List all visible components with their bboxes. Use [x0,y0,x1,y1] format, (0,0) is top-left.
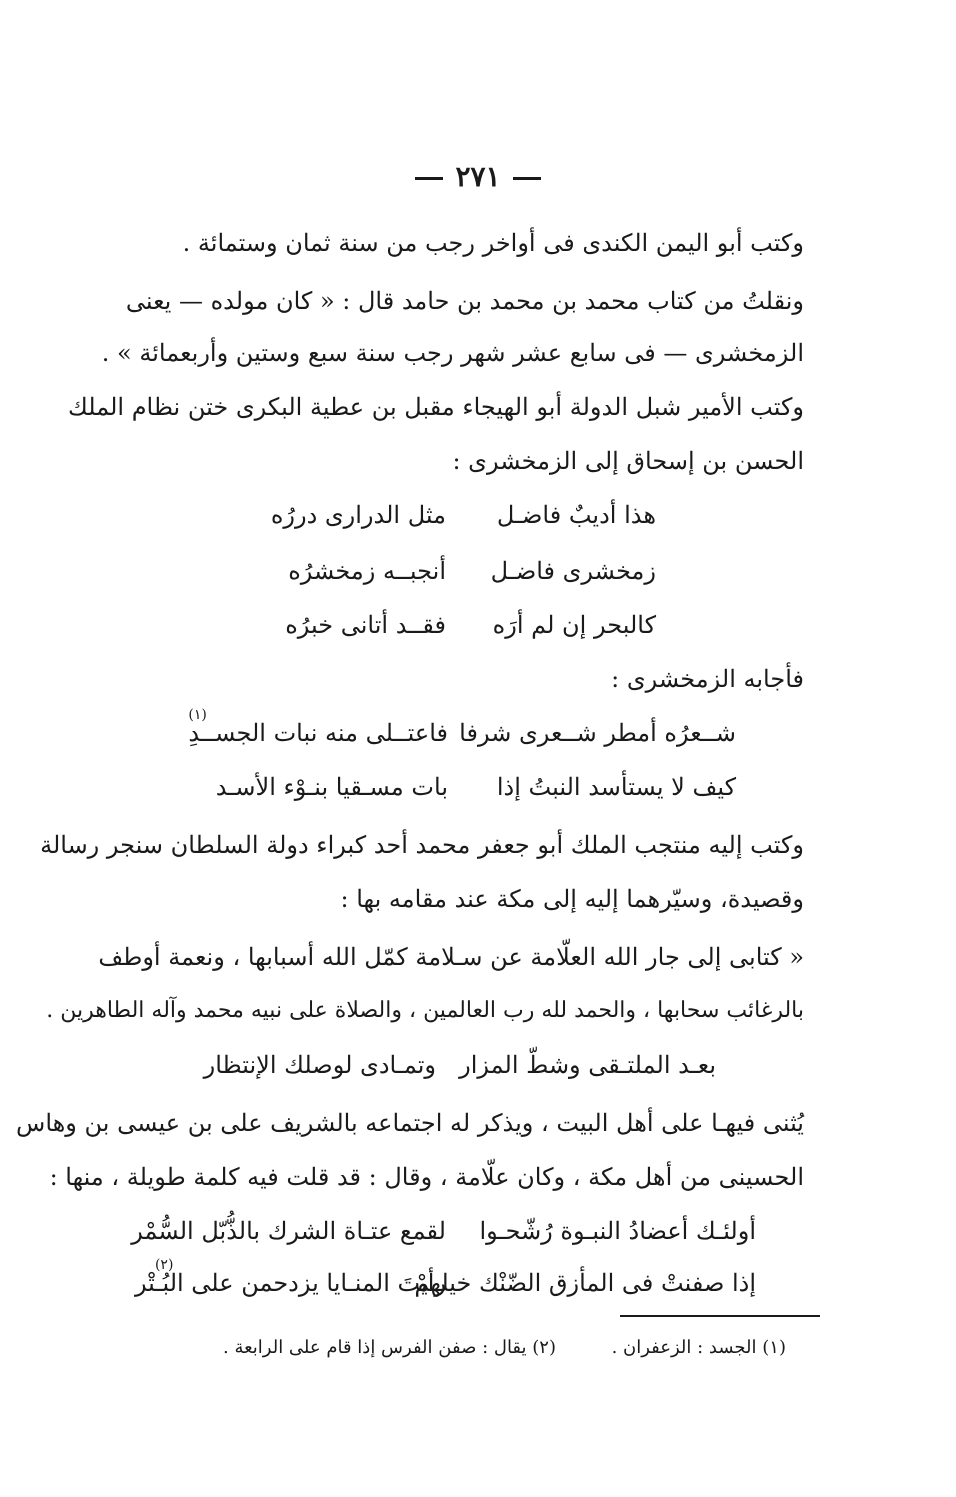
body-line-1: وكتب أبو اليمن الكندى فى أواخر رجب من سنة ثمان وستمائة . [182,229,804,257]
body-line-2: ونقلتُ من كتاب محمد بن محمد بن حامد قال : « كان مولده — يعنى [125,287,804,315]
verse-1-first: هذا أديبٌ فاضـل [496,501,656,529]
verse-8-second-text: رأيتَ المنـايا يزدحمن على البُـتْر [134,1269,446,1297]
verse-8-second [134,1257,446,1298]
body-line-4: وكتب الأمير شبل الدولة أبو الهيجاء مقبل بن عطية البكرى ختن نظام الملك [68,393,804,421]
verse-7-second: لقمع عتـاة الشرك بالذُّبّل السُّمْر [131,1217,446,1245]
verse-5-first: كيف لا يستأسد النبتُ إذا [496,773,736,801]
verse-1-second: مثل الدرارى دررُه [270,501,446,529]
body-line-8: « كتابى إلى جار الله العلّامة عن سـلامة كمّل الله أسبابها ، ونعمة أوطف [98,943,804,971]
body-line-5: الحسن بن إسحاق إلى الزمخشرى : [452,447,804,475]
body-line-11: الحسينى من أهل مكة ، وكان علّامة ، وقال : قد قلت فيه كلمة طويلة ، منها : [49,1163,804,1191]
verse-6-first: بعـد الملتـقى وشطّ المزار [459,1051,716,1079]
footnote-2: (٢) يقال : صفن الفرس إذا قام على الرابعة . [223,1337,556,1358]
verse-7-first: أولئـك أعضادُ النبـوة رُشّحـوا [479,1217,756,1245]
verse-5-second: بات مسـقيا بنـوْء الأسـد [215,773,448,801]
verse-6-second: وتمـادى لوصلك الإنتظار [203,1051,436,1079]
page-number-text: ٢٧١ [455,160,501,193]
body-line-6: وكتب إليه منتجب الملك أبو جعفر محمد أحد كبراء دولة السلطان سنجر رسالة [40,831,804,859]
dash-right [415,177,443,180]
dash-left [513,177,541,180]
footnote-1: (١) الجسد : الزعفران . [611,1337,786,1358]
verse-2-first: زمخشرى فاضـل [490,557,656,585]
footnote-divider [620,1315,820,1317]
footnote-ref-1: (١) [188,707,207,723]
verse-2-second: أنجبــه زمخشرُه [288,557,446,585]
verse-3-first: كالبحر إن لم أرَه [492,611,656,639]
body-line-10: يُثنى فيهـا على أهل البيت ، ويذكر له اجتماعه بالشريف على بن عيسى بن وهاس [16,1109,804,1137]
verse-4-second-text: فاعتــلى منه نبات الجســدِ [188,719,448,747]
body-line-3: الزمخشرى — فى سابع عشر شهر رجب سنة سبع وستين وأربعمائة » . [101,339,804,367]
verse-4-first: شــعرُه أمطر شــعرى شرفا [459,719,736,747]
verse-3-second: فقــد أتانى خبرُه [285,611,446,639]
page-number [0,160,956,193]
body-line-9: بالرغائب سحابها ، والحمد لله رب العالمين ، والصلاة على نبيه محمد وآله الطاهرين . [46,998,804,1023]
reply-intro: فأجابه الزمخشرى : [611,665,804,693]
verse-8-first: إذا صفنتْ فى المأزق الضّنْك خيلهمْ [414,1269,756,1297]
body-line-7: وقصيدة، وسيّرهما إليه إلى مكة عند مقامه بها : [340,885,804,913]
verse-4-second [188,707,448,748]
footnote-ref-2: (٢) [154,1257,174,1273]
